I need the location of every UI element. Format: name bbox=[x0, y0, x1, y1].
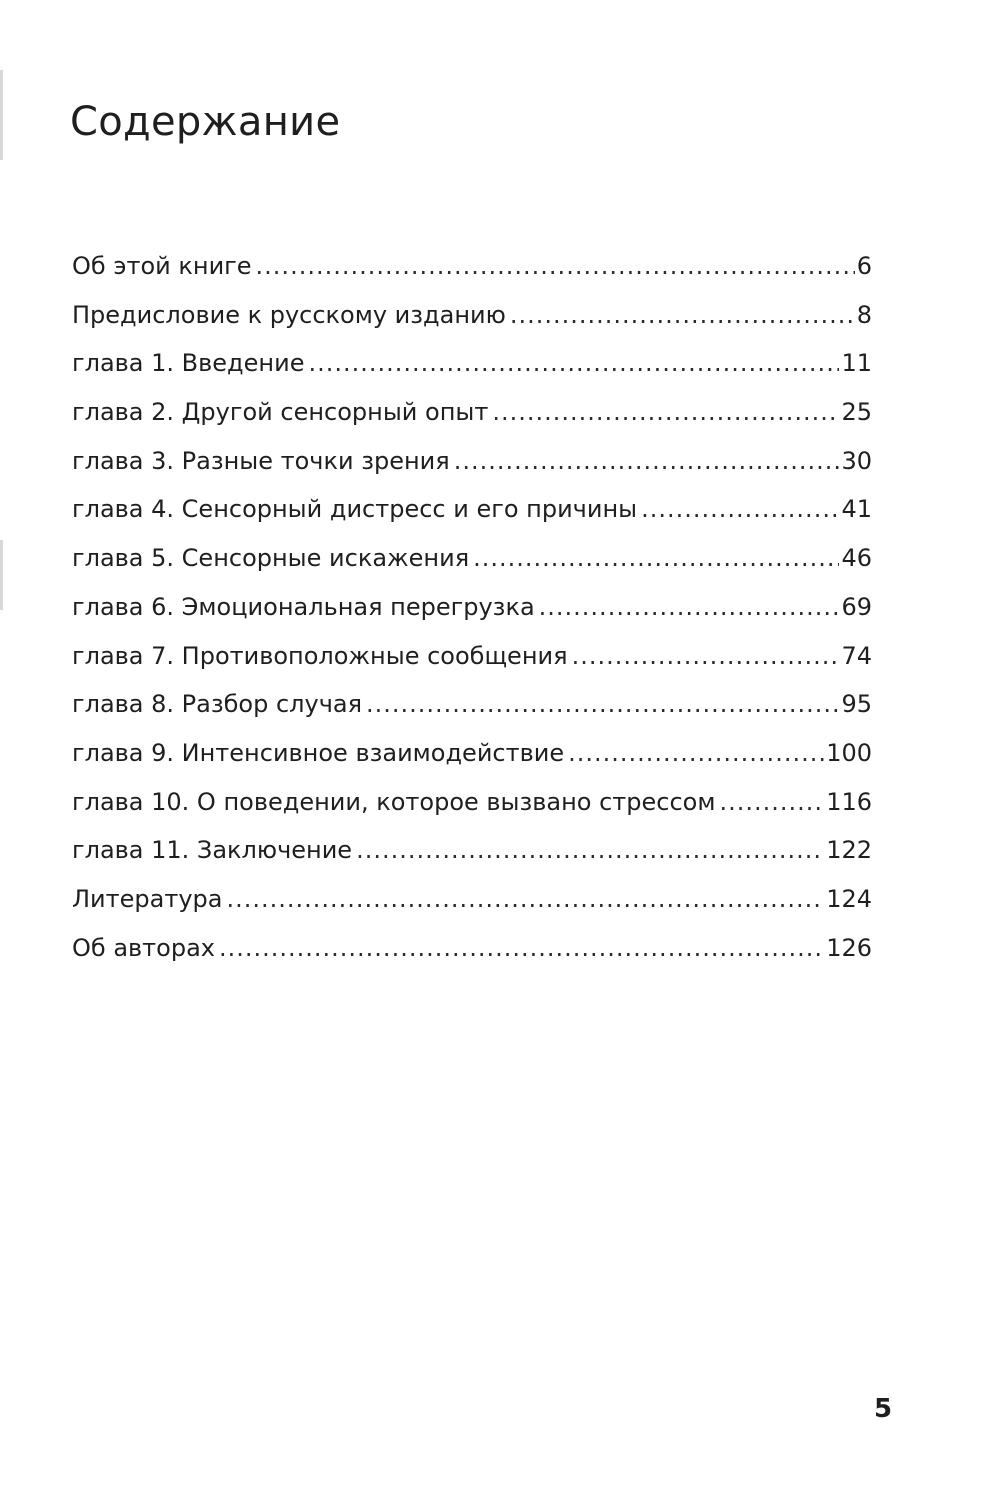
toc-entry-page: 11 bbox=[841, 349, 872, 378]
toc-entry-title: глава 10. О поведении, которое вызвано стрессом bbox=[72, 787, 716, 816]
dot-leader bbox=[568, 729, 824, 778]
dot-leader bbox=[219, 924, 824, 973]
dot-leader bbox=[308, 339, 839, 388]
page-number: 5 bbox=[874, 1394, 893, 1424]
dot-leader bbox=[641, 485, 839, 534]
toc-entry-title: глава 8. Разбор случая bbox=[72, 690, 363, 719]
toc-entry[interactable] bbox=[72, 680, 872, 729]
dot-leader bbox=[719, 778, 824, 827]
toc-entry-title: глава 3. Разные точки зрения bbox=[72, 446, 450, 475]
dot-leader bbox=[510, 291, 855, 340]
toc-entry-page: 46 bbox=[841, 544, 872, 573]
dot-leader bbox=[226, 875, 824, 924]
toc-entry[interactable] bbox=[72, 875, 872, 924]
dot-leader bbox=[473, 534, 839, 583]
toc-entry-page: 122 bbox=[826, 836, 872, 865]
table-of-contents bbox=[72, 242, 872, 972]
dot-leader bbox=[572, 632, 840, 681]
dot-leader bbox=[256, 242, 855, 291]
toc-entry-title: глава 11. Заключение bbox=[72, 836, 353, 865]
scan-edge-top bbox=[0, 70, 3, 160]
toc-entry[interactable] bbox=[72, 729, 872, 778]
toc-entry-page: 30 bbox=[841, 446, 872, 475]
toc-entry[interactable] bbox=[72, 583, 872, 632]
toc-entry[interactable] bbox=[72, 437, 872, 486]
scan-edge-middle bbox=[0, 540, 3, 610]
toc-entry-page: 8 bbox=[856, 300, 872, 329]
toc-entry-page: 95 bbox=[841, 690, 872, 719]
dot-leader bbox=[366, 680, 839, 729]
toc-entry-page: 100 bbox=[826, 738, 872, 767]
toc-entry-page: 41 bbox=[841, 495, 872, 524]
dot-leader bbox=[356, 826, 824, 875]
toc-entry[interactable] bbox=[72, 485, 872, 534]
toc-entry-title: глава 5. Сенсорные искажения bbox=[72, 544, 470, 573]
toc-entry-page: 25 bbox=[841, 398, 872, 427]
dot-leader bbox=[454, 437, 840, 486]
toc-entry[interactable] bbox=[72, 291, 872, 340]
toc-entry[interactable] bbox=[72, 778, 872, 827]
toc-entry-title: Литература bbox=[72, 884, 223, 913]
toc-entry-title: глава 1. Введение bbox=[72, 349, 305, 378]
toc-entry-title: Об авторах bbox=[72, 933, 215, 962]
toc-entry[interactable] bbox=[72, 826, 872, 875]
toc-entry-page: 126 bbox=[826, 933, 872, 962]
toc-entry-title: глава 4. Сенсорный дистресс и его причины bbox=[72, 495, 638, 524]
toc-entry-title: Предисловие к русскому изданию bbox=[72, 300, 506, 329]
toc-entry-title: глава 6. Эмоциональная перегрузка bbox=[72, 592, 535, 621]
toc-entry[interactable] bbox=[72, 242, 872, 291]
toc-entry-page: 74 bbox=[841, 641, 872, 670]
toc-entry-title: глава 9. Интенсивное взаимодействие bbox=[72, 738, 565, 767]
toc-entry[interactable] bbox=[72, 924, 872, 973]
toc-entry-page: 6 bbox=[856, 252, 872, 280]
toc-entry-page: 116 bbox=[826, 787, 872, 816]
dot-leader bbox=[539, 583, 840, 632]
toc-entry-page: 69 bbox=[841, 592, 872, 621]
toc-entry-title: глава 7. Противоположные сообщения bbox=[72, 641, 568, 670]
toc-entry-page: 124 bbox=[826, 884, 872, 913]
page-title: Содержание bbox=[70, 99, 341, 145]
toc-entry[interactable] bbox=[72, 388, 872, 437]
toc-entry-title: Об этой книге bbox=[72, 252, 252, 280]
toc-entry[interactable] bbox=[72, 632, 872, 681]
dot-leader bbox=[492, 388, 839, 437]
toc-entry[interactable] bbox=[72, 339, 872, 388]
toc-entry[interactable] bbox=[72, 534, 872, 583]
toc-entry-title: глава 2. Другой сенсорный опыт bbox=[72, 398, 489, 427]
